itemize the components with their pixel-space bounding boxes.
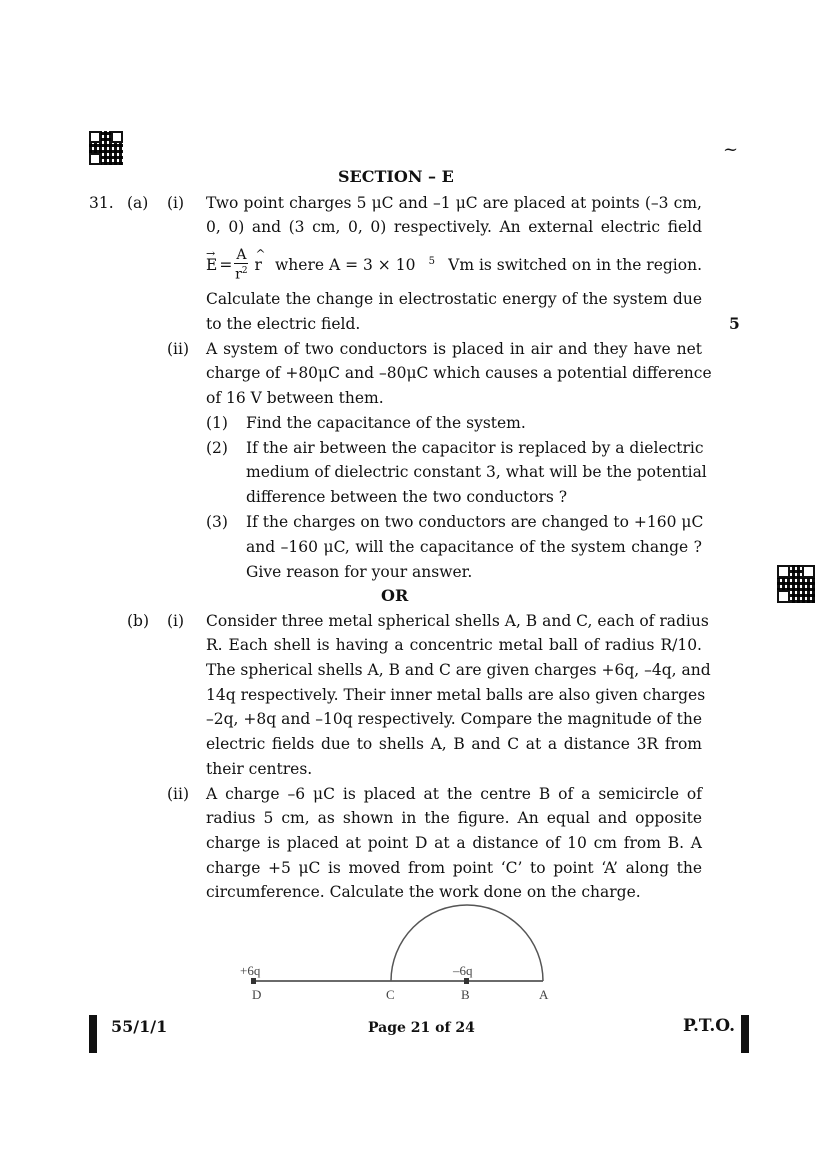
qr-code-top-left [89, 131, 123, 165]
field-equals: = [219, 256, 233, 275]
sub-item-line: If the air between the capacitor is replaced by a dielectric [246, 439, 704, 457]
or-separator: OR [381, 586, 409, 605]
point-a-label: A [539, 987, 549, 1002]
part-b-i-line: –2q, +8q and –10q respectively. Compare the magnitude of the [206, 710, 702, 728]
field-fraction [234, 248, 248, 283]
field-denominator-exponent: 2 [241, 266, 248, 276]
field-numerator: A [236, 247, 247, 263]
unit-vector-r: ^ r [254, 255, 261, 275]
part-b-ii-line: radius 5 cm, as shown in the figure. An equal and opposite [206, 809, 702, 827]
sub-item-line: If the charges on two conductors are changed to +160 μC [246, 513, 704, 531]
qr-code-right [777, 565, 815, 603]
part-a-ii-line: charge of +80μC and –80μC which causes a potential difference [206, 364, 712, 382]
part-a-label: (a) [127, 194, 149, 212]
sub-item-line: Give reason for your answer. [246, 563, 473, 581]
part-a-ii-line: of 16 V between them. [206, 389, 384, 407]
part-b-i-line: electric fields due to shells A, B and C at a distance 3R from [206, 735, 702, 753]
field-tail-text: Vm is switched on in the region. [448, 256, 702, 275]
footer-left-bar [89, 1015, 97, 1053]
part-b-label: (b) [127, 612, 150, 630]
charge-d-label: +6q [240, 963, 261, 978]
field-denominator: r [235, 266, 242, 283]
point-b-marker [464, 978, 469, 984]
sub-item-label: (1) [206, 414, 228, 432]
point-c-label: C [386, 987, 395, 1002]
part-b-ii-line: circumference. Calculate the work done on the charge. [206, 883, 641, 901]
part-a-i-line: Calculate the change in electrostatic energy of the system due [206, 290, 702, 308]
question-number: 31. [89, 194, 114, 212]
paper-code: 55/1/1 [111, 1017, 168, 1036]
sub-item-label: (3) [206, 513, 228, 531]
part-b-i-line: The spherical shells A, B and C are given charges +6q, –4q, and [206, 661, 711, 679]
field-constant-exponent: 5 [428, 256, 435, 268]
part-b-ii-line: A charge –6 μC is placed at the centre B of a semicircle of [206, 785, 702, 803]
part-a-i-line: 0, 0) and (3 cm, 0, 0) respectively. An external electric field [206, 218, 702, 236]
electric-field-formula [206, 248, 702, 283]
sub-item-line: and –160 μC, will the capacitance of the system change ? [246, 538, 702, 556]
section-title: SECTION – E [338, 167, 454, 186]
part-b-ii-label: (ii) [167, 785, 190, 803]
sub-item-label: (2) [206, 439, 228, 457]
tilde-mark: ~ [723, 139, 739, 160]
page-number: Page 21 of 24 [368, 1020, 475, 1036]
part-a-i-label: (i) [167, 194, 185, 212]
footer-right-bar [741, 1015, 749, 1053]
part-b-ii-line: charge +5 μC is moved from point ‘C’ to point ‘A’ along the [206, 859, 702, 877]
sub-item-line: medium of dielectric constant 3, what will be the potential [246, 463, 707, 481]
part-b-i-line: Consider three metal spherical shells A, B and C, each of radius [206, 612, 709, 630]
point-d-label: D [252, 987, 262, 1002]
part-b-i-label: (i) [167, 612, 185, 630]
part-a-i-line: to the electric field. [206, 315, 361, 333]
field-symbol: → E [206, 255, 217, 275]
point-b-label: B [461, 987, 470, 1002]
part-a-ii-label: (ii) [167, 340, 190, 358]
charge-b-label: –6q [453, 963, 473, 978]
marks: 5 [729, 314, 740, 333]
sub-item-line: Find the capacitance of the system. [246, 414, 526, 432]
point-d-marker [251, 978, 256, 984]
part-a-ii-line: A system of two conductors is placed in air and they have net [206, 340, 702, 358]
sub-item-line: difference between the two conductors ? [246, 488, 568, 506]
pto-label: P.T.O. [683, 1016, 735, 1036]
part-a-i-line: Two point charges 5 μC and –1 μC are placed at points (–3 cm, [206, 194, 702, 212]
semicircle-figure [230, 900, 570, 1005]
part-b-ii-line: charge is placed at point D at a distance of 10 cm from B. A [206, 834, 702, 852]
part-b-i-line: R. Each shell is having a concentric metal ball of radius R/10. [206, 636, 702, 654]
part-b-i-line: their centres. [206, 760, 313, 778]
field-constant-text: where A = 3 × 10 [275, 256, 416, 275]
part-b-i-line: 14q respectively. Their inner metal balls are also given charges [206, 686, 706, 704]
